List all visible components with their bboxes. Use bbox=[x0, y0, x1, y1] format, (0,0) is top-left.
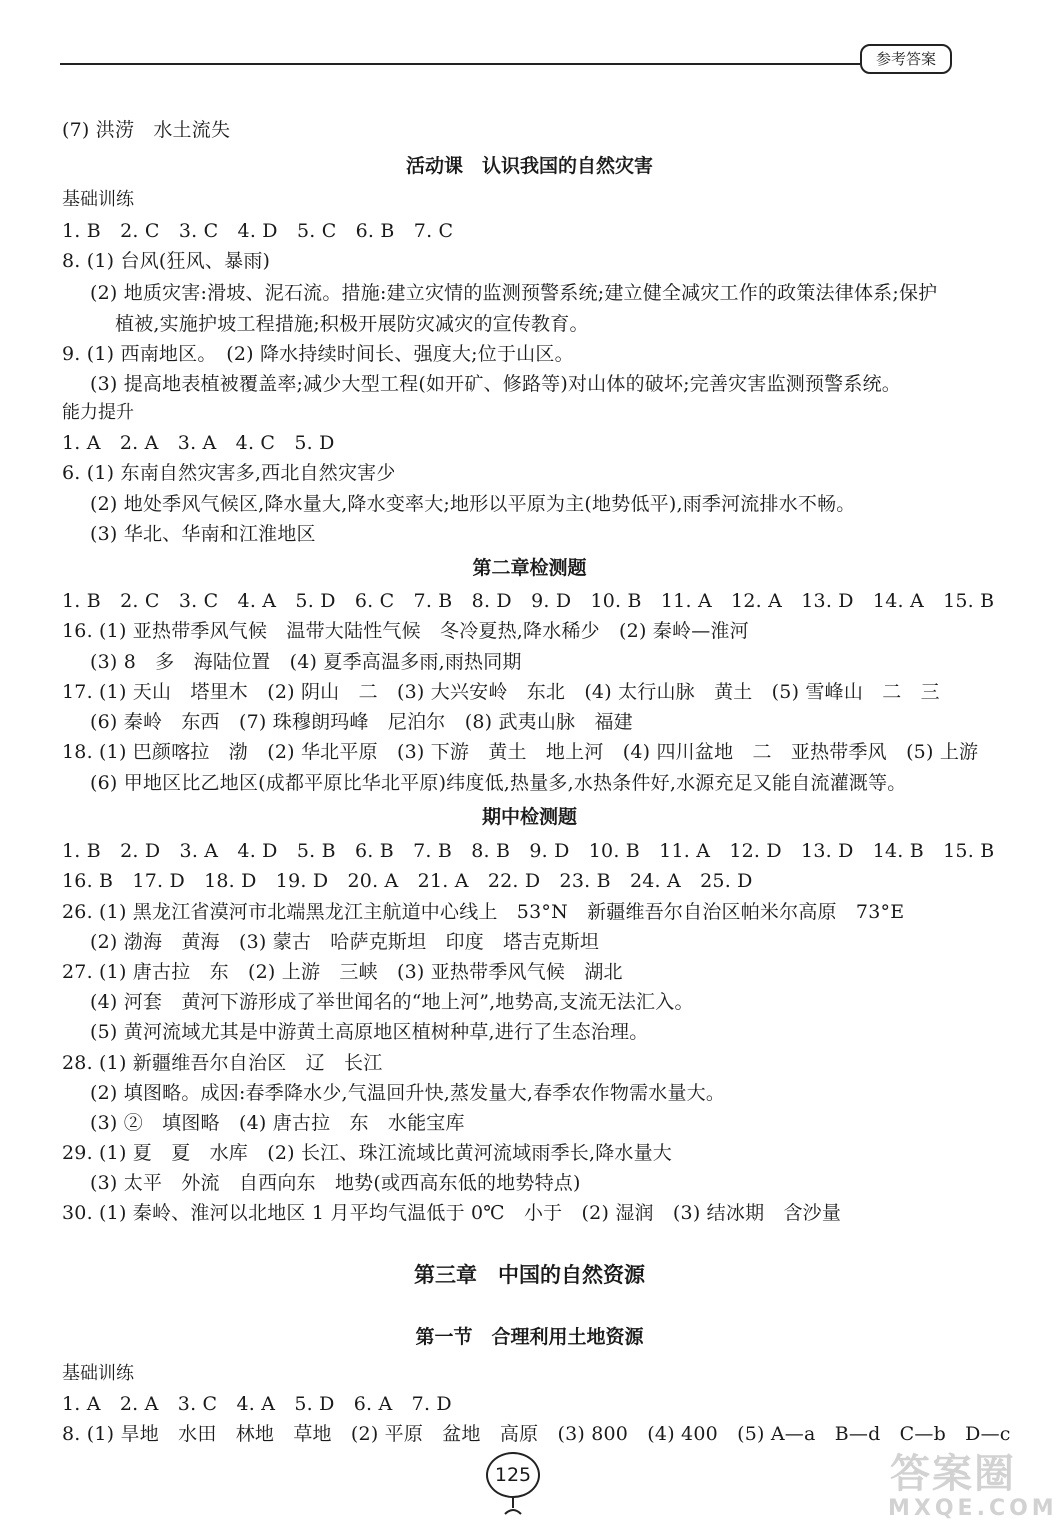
section-title: 第一节 合理利用土地资源 bbox=[415, 1326, 644, 1348]
text-line: 植被,实施护坡工程措施;积极开展防灾减灾的宣传教育。 bbox=[115, 313, 589, 335]
page-number: 125 bbox=[486, 1452, 540, 1498]
text-line: 8. (1) 台风(狂风、暴雨) bbox=[62, 250, 271, 272]
text-line: (7) 洪涝 水土流失 bbox=[62, 119, 231, 141]
watermark-url-text: MXQE.COM bbox=[888, 1496, 1058, 1521]
watermark-logo-text: 答案圈 bbox=[890, 1451, 1016, 1497]
text-line: 26. (1) 黑龙江省漠河市北端黑龙江主航道中心线上 53°N 新疆维吾尔自治区帕米尔高原 73°E bbox=[62, 901, 905, 923]
subsection-label: 基础训练 bbox=[62, 1363, 134, 1384]
subsection-label: 能力提升 bbox=[62, 402, 134, 423]
header-tag: 参考答案 bbox=[860, 44, 952, 74]
text-line: (2) 填图略。成因:春季降水少,气温回升快,蒸发量大,春季农作物需水量大。 bbox=[90, 1082, 726, 1104]
text-line: (6) 秦岭 东西 (7) 珠穆朗玛峰 尼泊尔 (8) 武夷山脉 福建 bbox=[90, 711, 633, 733]
text-line: 28. (1) 新疆维吾尔自治区 辽 长江 bbox=[62, 1052, 383, 1074]
text-line: 29. (1) 夏 夏 水库 (2) 长江、珠江流域比黄河流域雨季长,降水量大 bbox=[62, 1142, 673, 1164]
text-line: 1. A 2. A 3. A 4. C 5. D bbox=[62, 432, 335, 454]
text-line: (4) 河套 黄河下游形成了举世闻名的“地上河”,地势高,支流无法汇入。 bbox=[90, 991, 694, 1013]
text-line: 16. B 17. D 18. D 19. D 20. A 21. A 22. D 23. B 24. A 25. D bbox=[62, 870, 753, 892]
text-line: 1. B 2. C 3. C 4. A 5. D 6. C 7. B 8. D 9. D 10. B 11. A 12. A 13. D 14. A 15. B bbox=[62, 590, 995, 612]
section-title: 活动课 认识我国的自然灾害 bbox=[405, 155, 653, 177]
text-line: (2) 渤海 黄海 (3) 蒙古 哈萨克斯坦 印度 塔吉克斯坦 bbox=[90, 931, 600, 953]
text-line: 30. (1) 秦岭、淮河以北地区 1 月平均气温低于 0℃ 小于 (2) 湿润 (3) 结冰期 含沙量 bbox=[62, 1202, 842, 1224]
text-line: (3) 提高地表植被覆盖率;减少大型工程(如开矿、修路等)对山体的破坏;完善灾害监测预警系统。 bbox=[90, 373, 901, 395]
text-line: (3) 华北、华南和江淮地区 bbox=[90, 523, 316, 545]
text-line: (2) 地质灾害:滑坡、泥石流。措施:建立灾情的监测预警系统;建立健全减灾工作的政策法律体系;保护 bbox=[90, 282, 938, 304]
text-line: 1. A 2. A 3. C 4. A 5. D 6. A 7. D bbox=[62, 1393, 452, 1415]
text-line: (2) 地处季风气候区,降水量大,降水变率大;地形以平原为主(地势低平),雨季河流排水不畅。 bbox=[90, 493, 856, 515]
text-line: 9. (1) 西南地区。 (2) 降水持续时间长、强度大;位于山区。 bbox=[62, 343, 574, 365]
page-number-stand-icon bbox=[503, 1496, 523, 1516]
chapter-title: 第三章 中国的自然资源 bbox=[414, 1263, 645, 1287]
text-line: (3) 太平 外流 自西向东 地势(或西高东低的地势特点) bbox=[90, 1172, 581, 1194]
text-line: 17. (1) 天山 塔里木 (2) 阴山 二 (3) 大兴安岭 东北 (4) 太行山脉 黄土 (5) 雪峰山 二 三 bbox=[62, 681, 940, 703]
section-title: 期中检测题 bbox=[481, 806, 577, 828]
text-line: 16. (1) 亚热带季风气候 温带大陆性气候 冬冷夏热,降水稀少 (2) 秦岭—淮河 bbox=[62, 620, 749, 642]
text-line: 1. B 2. D 3. A 4. D 5. B 6. B 7. B 8. B 9. D 10. B 11. A 12. D 13. D 14. B 15. B bbox=[62, 840, 995, 862]
watermark bbox=[880, 1440, 1058, 1530]
text-line: 8. (1) 旱地 水田 林地 草地 (2) 平原 盆地 高原 (3) 800 (4) 400 (5) A—a B—d C—b D—c bbox=[62, 1423, 1011, 1445]
subsection-label: 基础训练 bbox=[62, 189, 134, 210]
text-line: (5) 黄河流域尤其是中游黄土高原地区植树种草,进行了生态治理。 bbox=[90, 1021, 649, 1043]
text-line: 27. (1) 唐古拉 东 (2) 上游 三峡 (3) 亚热带季风气候 湖北 bbox=[62, 961, 623, 983]
text-line: 18. (1) 巴颜喀拉 渤 (2) 华北平原 (3) 下游 黄土 地上河 (4) 四川盆地 二 亚热带季风 (5) 上游 bbox=[62, 741, 979, 763]
header-rule bbox=[60, 63, 860, 65]
text-line: 6. (1) 东南自然灾害多,西北自然灾害少 bbox=[62, 462, 396, 484]
section-title: 第二章检测题 bbox=[472, 557, 587, 579]
text-line: (3) ② 填图略 (4) 唐古拉 东 水能宝库 bbox=[90, 1112, 465, 1134]
text-line: 1. B 2. C 3. C 4. D 5. C 6. B 7. C bbox=[62, 220, 454, 242]
text-line: (3) 8 多 海陆位置 (4) 夏季高温多雨,雨热同期 bbox=[90, 651, 522, 673]
text-line: (6) 甲地区比乙地区(成都平原比华北平原)纬度低,热量多,水热条件好,水源充足又能自流灌溉等。 bbox=[90, 772, 907, 794]
